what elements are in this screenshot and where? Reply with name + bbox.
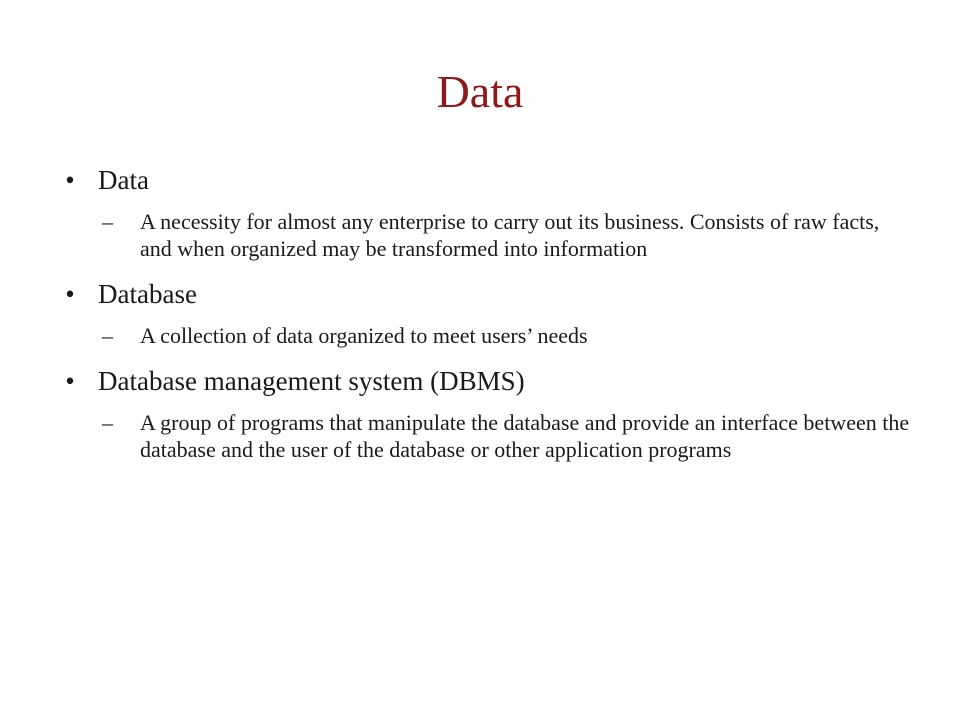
sub-item-text: A necessity for almost any enterprise to carry out its business. Consists of raw facts, and when organized may be transformed into information [140, 209, 880, 261]
sub-item-database-definition [102, 322, 910, 349]
sub-item-text: A collection of data organized to meet users’ needs [140, 323, 588, 348]
bullet-item-dbms [60, 363, 910, 399]
slide-content [60, 162, 910, 467]
dash-icon: – [102, 209, 113, 234]
bullet-label: Database [98, 279, 197, 309]
bullet-label: Data [98, 165, 149, 195]
sub-item-data-definition [102, 208, 910, 262]
dash-icon: – [102, 410, 113, 435]
bullet-icon: • [65, 279, 75, 309]
bullet-item-database [60, 276, 910, 312]
bullet-label: Database management system (DBMS) [98, 366, 525, 396]
dash-icon: – [102, 323, 113, 348]
bullet-icon: • [65, 165, 75, 195]
sub-item-text: A group of programs that manipulate the database and provide an interface between the database and the user of the database or other application programs [140, 410, 910, 462]
sub-item-dbms-definition [102, 409, 910, 463]
bullet-icon: • [65, 366, 75, 396]
bullet-item-data [60, 162, 910, 198]
slide-title: Data [436, 66, 524, 117]
